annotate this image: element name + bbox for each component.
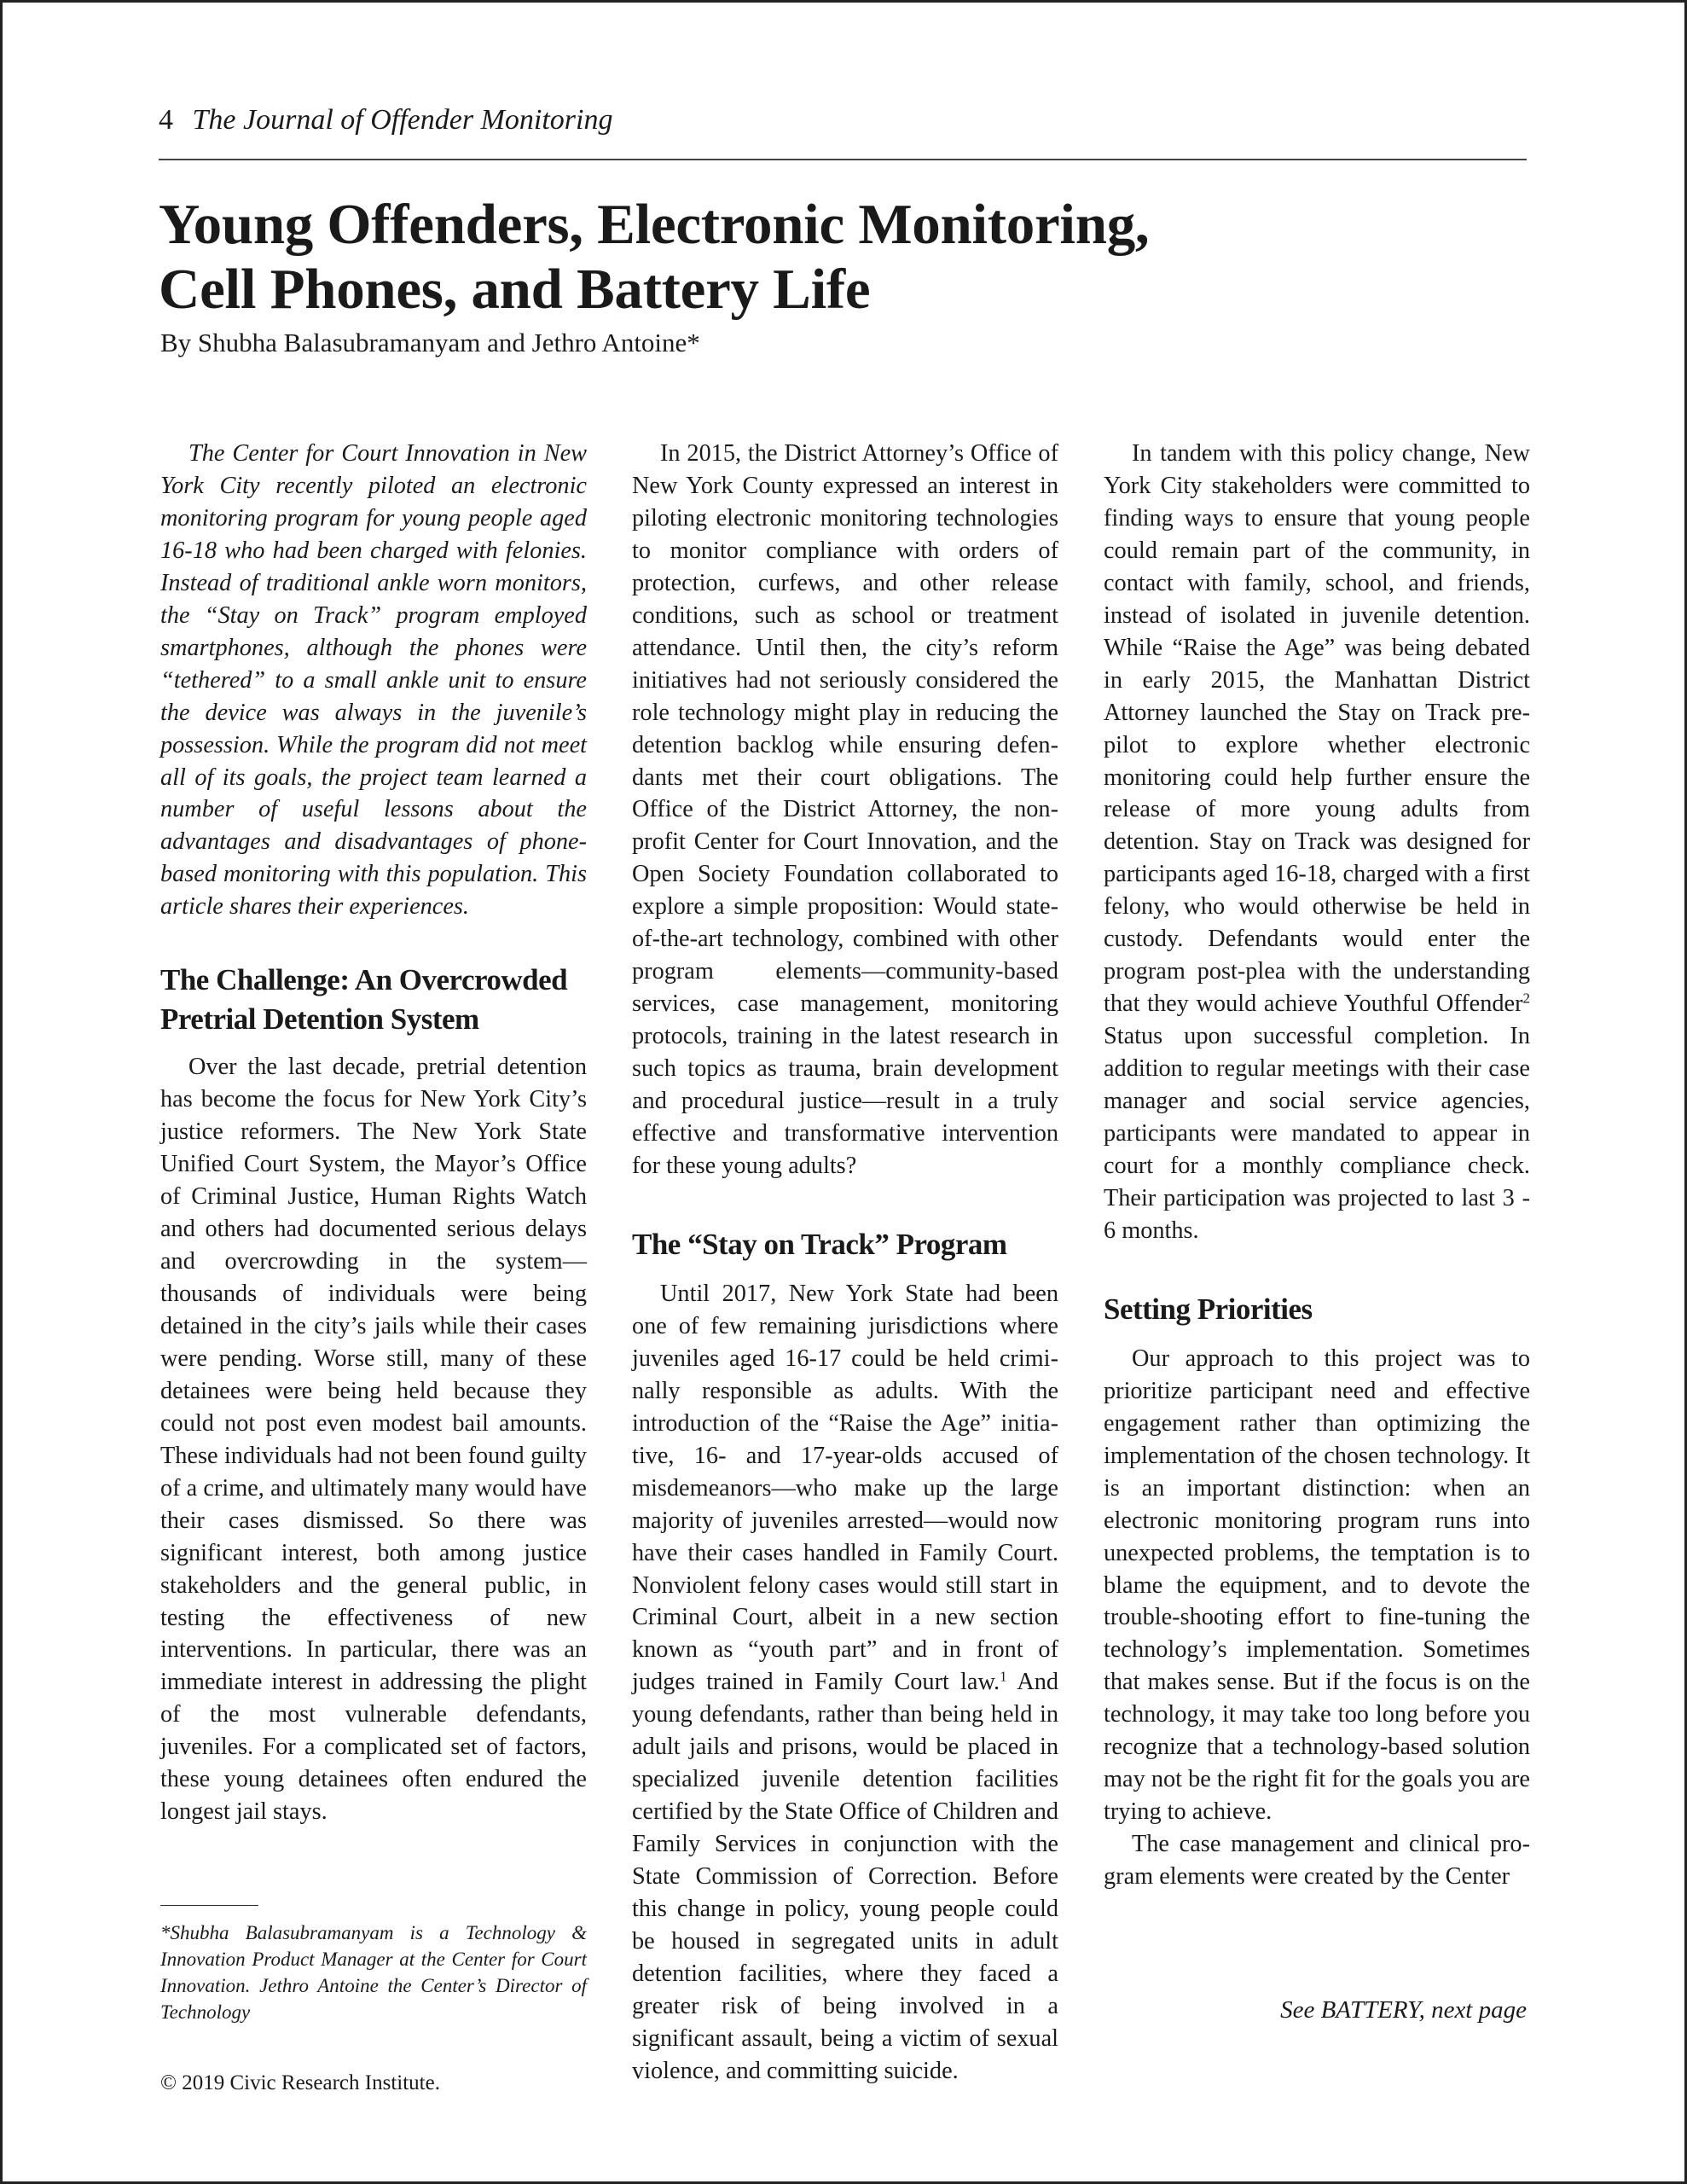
running-head [159,103,612,138]
footnote-rule [160,1905,258,1906]
header-rule [159,159,1527,160]
page-number: 4 [159,104,173,136]
article-title [159,192,1438,322]
paragraph-program-1-text-a: Until 2017, New York State had been one of few remaining jurisdictions where juveniles aged 16-17 could be held criminally responsible as adults. With the introduction of the “Raise the Age” initiative, 16- and 17-year-olds accused of misdemeanors—who make up the large majority of juveniles arrested—would now have their cases handled in Family Court. Nonviolent felony cases would still start in Criminal Court, albeit in a new section known as “youth part” and in front of judges trained in Family Court law. [632,1280,1058,1696]
continuation-note: See BATTERY, next page [1280,1996,1527,2024]
article-title-line2: Cell Phones, and Battery Life [159,258,871,321]
paragraph-priorities-1: Our approach to this project was to prioritize participant need and effective engagement rather than optimizing the implementation of the chosen technology. It is an important distinction: when an electronic monitoring program runs into unexpected problems, the temptation is to blame the equipment, and to devote the trouble-shooting effort to fine-tuning the technology’s implementation. Sometimes that makes sense. But if the focus is on the technology, it may take too long before you recognize that a technology-based solution may not be the right fit for the goals you are trying to achieve. [1104,1345,1530,1826]
column-3 [1104,438,1530,1893]
section-heading-challenge: The Challenge: An Overcrowded Pretrial Detention System [160,963,568,1037]
footnote-ref-2: 2 [1522,990,1530,1007]
author-footnote: *Shubha Balasubramanyam is a Technology & Innovation Product Manager at the Center for Court Innovation. Jethro Antoine the Center’s Director of Technology [160,1922,587,2023]
paragraph-challenge-1: Over the last decade, pretrial detention has become the focus for New York City’s justice reformers. The New York State Unified Court System, the Mayor’s Office of Criminal Justice, Human Rights Watch and others had documented serious delays and overcrowding in the system—thousands of individuals were being detained in the city’s jails while their cases were pending. Worse still, many of these detainees were being held because they could not post even modest bail amounts. These individuals had not been found guilty of a crime, and ultimately many would have their cases dismissed. So there was significant interest, both among justice stakeholders and the general public, in testing the effectiveness of new interventions. In particular, there was an immediate interest in addressing the plight of the most vulnerable defendants, juveniles. For a complicated set of factors, these young detainees often endured the longest jail stays. [160,1054,587,1826]
paragraph-priorities-2: The case management and clinical program elements were created by the Center [1104,1831,1530,1891]
paragraph-program-2-text-a: In tandem with this policy change, New York City stakeholders were committed to finding ways to ensure that young people could remain part of the community, in contact with family, school, and friends, instead of isolated in juvenile detention. While “Raise the Age” was being debated in early 2015, the Manhattan District Attorney launched the Stay on Track pre-pilot to explore whether electronic monitoring could help further ensure the release of more young adults from detention. Stay on Track was designed for participants aged 16-18, charged with a first felony, who would otherwise be held in custody. Defendants would enter the program post-plea with the understanding that they would achieve Youthful Offender [1104,440,1530,1018]
column-2 [632,438,1058,2088]
paragraph-challenge-2: In 2015, the District Attorney’s Office of New York County expressed an interest in piloting electronic monitoring technologies to monitor compliance with orders of protection, curfews, and other release conditions, such as school or treatment attendance. Until then, the city’s reform initiatives had not seriously considered the role technology might play in reducing the detention backlog while ensuring defendants met their court obligations. The Office of the District Attorney, the nonprofit Center for Court Innovation, and the Open Society Foundation collaborated to explore a simple proposition: Would state-of-the-art technology, combined with other program elements—community-based services, case management, monitoring protocols, training in the latest research in such topics as trauma, brain development and procedural justice—result in a truly effective and transformative intervention for these young adults? [632,440,1058,1179]
paragraph-program-1 [632,1278,1058,2088]
footnote-ref-1: 1 [1000,1669,1007,1686]
abstract: The Center for Court Innovation in New York City recently piloted an electronic monitoring program for young people aged 16-18 who had been charged with felonies. Instead of traditional ankle worn monitors, the “Stay on Track” program employed smartphones, although the phones were “tethered” to a small ankle unit to ensure the device was always in the juvenile’s possession. While the program did not meet all of its goals, the project team learned a number of useful lessons about the advantages and disadvantages of phone-based monitoring with this population. This article shares their experiences. [160,440,587,921]
paragraph-program-2 [1104,438,1530,1247]
byline: By Shubha Balasubramanyam and Jethro Antoine* [160,328,700,357]
paragraph-program-2-text-b: Status upon successful completion. In addition to regular meetings with their case manager and social service agencies, participants were mandated to appear in court for a monthly compliance check. Their participation was projected to last 3 - 6 months. [1104,1023,1530,1244]
column-1 [160,438,587,1828]
section-heading-priorities: Setting Priorities [1104,1292,1313,1326]
paragraph-program-1-text-b: And young defendants, rather than being held in adult jails and prisons, would be placed in specialized juvenile detention facilities certified by the State Office of Children and Family Services in conjunction with the State Commission of Correction. Before this change in policy, young people could be housed in segregated units in adult detention facilities, where they faced a greater risk of being involved in a significant assault, being a victim of sexual violence, and committing suicide. [632,1669,1058,2084]
copyright: © 2019 Civic Research Institute. [160,2071,440,2094]
article-title-line1: Young Offenders, Electronic Monitoring, [159,193,1150,256]
section-heading-program: The “Stay on Track” Program [632,1227,1007,1261]
journal-title: The Journal of Offender Monitoring [192,104,613,136]
